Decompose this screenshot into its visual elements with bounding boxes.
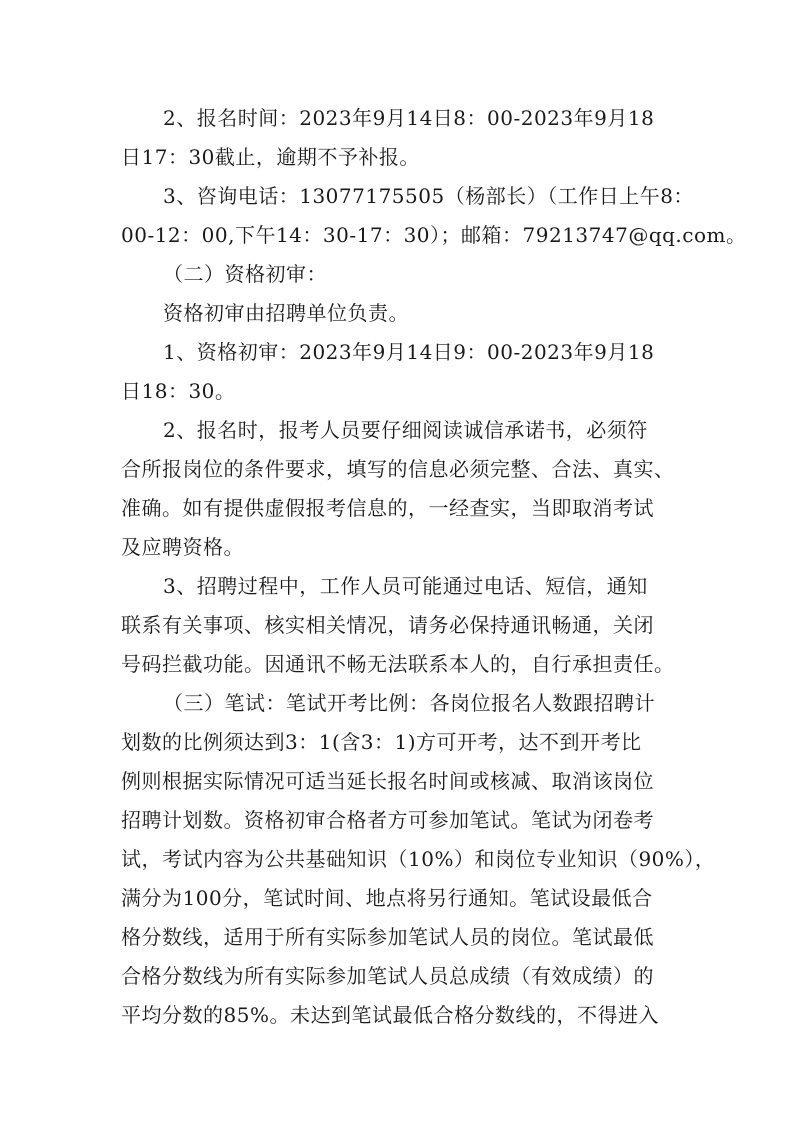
text-line: 2、报名时，报考人员要仔细阅读诚信承诺书，必须符 — [163, 418, 648, 442]
text-line: 00-12：00,下午14：30-17：30）；邮箱：79213747@qq.com。 — [121, 223, 747, 247]
text-line: 3、招聘过程中，工作人员可能通过电话、短信，通知 — [163, 574, 648, 598]
text-line: 号码拦截功能。因通讯不畅无法联系本人的，自行承担责任。 — [121, 652, 675, 676]
section-heading: （三）笔试：笔试开考比例：各岗位报名人数跟招聘计 — [163, 691, 655, 715]
text-line: 招聘计划数。资格初审合格者方可参加笔试。笔试为闭卷考 — [121, 808, 654, 832]
text-line: 准确。如有提供虚假报考信息的，一经查实，当即取消考试 — [121, 496, 654, 520]
text-line: 合格分数线为所有实际参加笔试人员总成绩（有效成绩）的 — [121, 964, 654, 988]
text-line: 划数的比例须达到3：1(含3：1)方可开考，达不到开考比 — [121, 730, 642, 754]
text-line: 日18：30。 — [121, 379, 236, 403]
text-line: 例则根据实际情况可适当延长报名时间或核减、取消该岗位 — [121, 769, 654, 793]
text-line: 格分数线，适用于所有实际参加笔试人员的岗位。笔试最低 — [121, 925, 654, 949]
text-line: 2、报名时间：2023年9月14日8：00-2023年9月18 — [163, 106, 655, 130]
text-line: 满分为100分，笔试时间、地点将另行通知。笔试设最低合 — [121, 886, 653, 910]
text-line: 合所报岗位的条件要求，填写的信息必须完整、合法、真实、 — [121, 457, 675, 481]
text-line: 资格初审由招聘单位负责。 — [163, 301, 409, 325]
text-line: 平均分数的85%。未达到笔试最低合格分数线的，不得进入 — [121, 1003, 659, 1027]
text-line: 及应聘资格。 — [121, 535, 244, 559]
text-line: 联系有关事项、核实相关情况，请务必保持通讯畅通，关闭 — [121, 613, 654, 637]
section-heading: （二）资格初审： — [163, 262, 327, 286]
text-line: 试，考试内容为公共基础知识（10%）和岗位专业知识（90%）， — [121, 847, 716, 871]
text-line: 日17：30截止，逾期不予补报。 — [121, 145, 420, 169]
text-line: 3、咨询电话：13077175505（杨部长）（工作日上午8： — [163, 184, 694, 208]
text-line: 1、资格初审：2023年9月14日9：00-2023年9月18 — [163, 340, 655, 364]
